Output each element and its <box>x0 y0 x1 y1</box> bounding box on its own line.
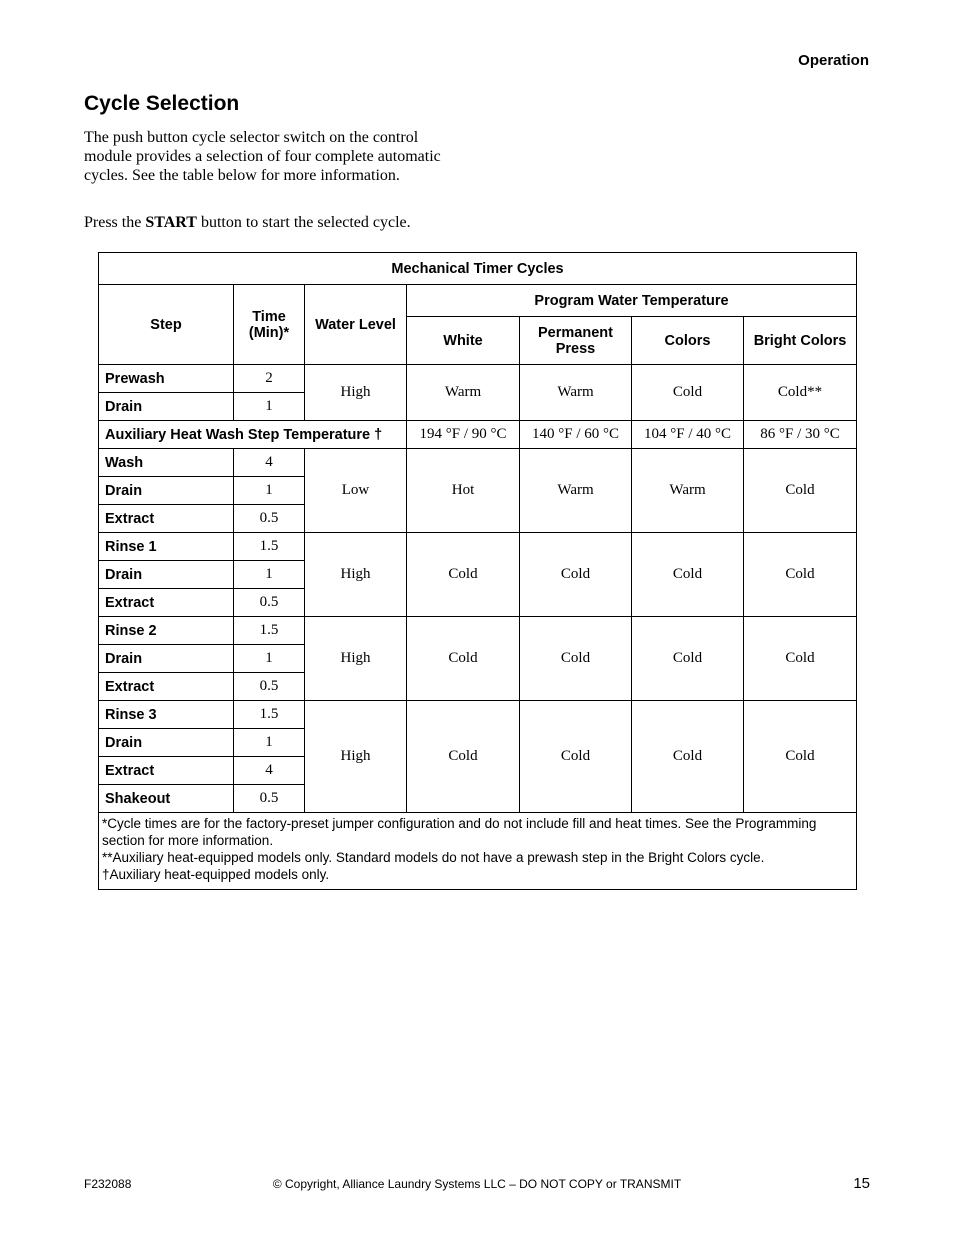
auxiliary-heat-row <box>99 421 857 449</box>
step-name: Extract <box>99 673 234 701</box>
bright-colors-temp-cell: Cold <box>744 701 857 813</box>
header-colors: Colors <box>632 317 744 365</box>
page-title: Cycle Selection <box>84 92 240 115</box>
step-time: 1 <box>234 477 305 505</box>
colors-temp-cell: Cold <box>632 617 744 701</box>
step-time: 4 <box>234 449 305 477</box>
notes-row <box>99 813 857 890</box>
permanent-press-temp-cell: Cold <box>520 617 632 701</box>
bright-colors-aux-temp: 86 °F / 30 °C <box>744 421 857 449</box>
page-number: 15 <box>853 1175 870 1192</box>
bright-colors-temp-cell: Cold** <box>744 365 857 421</box>
step-name: Drain <box>99 561 234 589</box>
bright-colors-temp-cell: Cold <box>744 449 857 533</box>
permanent-press-temp-cell: Warm <box>520 449 632 533</box>
header-time: Time (Min)* <box>234 285 305 365</box>
table-row <box>99 701 857 729</box>
step-name: Rinse 1 <box>99 533 234 561</box>
step-name: Extract <box>99 589 234 617</box>
water-level-cell: High <box>305 617 407 701</box>
table-row <box>99 365 857 393</box>
auxiliary-heat-label: Auxiliary Heat Wash Step Temperature † <box>99 421 407 449</box>
header-bright-colors: Bright Colors <box>744 317 857 365</box>
step-name: Wash <box>99 449 234 477</box>
step-time: 0.5 <box>234 673 305 701</box>
header-program-water-temperature: Program Water Temperature <box>407 285 857 317</box>
table-title-row <box>99 253 857 285</box>
mechanical-timer-cycles-table <box>98 252 857 890</box>
white-temp-cell: Cold <box>407 533 520 617</box>
bright-colors-temp-cell: Cold <box>744 533 857 617</box>
section-label: Operation <box>798 52 869 69</box>
permanent-press-temp-cell: Cold <box>520 701 632 813</box>
permanent-press-temp-cell: Cold <box>520 533 632 617</box>
step-time: 0.5 <box>234 589 305 617</box>
start-instruction <box>84 213 411 232</box>
note-auxiliary-prewash: **Auxiliary heat-equipped models only. Standard models do not have a prewash step in the Bright Colors cycle. <box>102 850 765 865</box>
header-water-level: Water Level <box>305 285 407 365</box>
white-temp-cell: Cold <box>407 701 520 813</box>
step-time: 1.5 <box>234 617 305 645</box>
water-level-cell: Low <box>305 449 407 533</box>
step-name: Drain <box>99 729 234 757</box>
note-auxiliary-only: †Auxiliary heat-equipped models only. <box>102 867 330 882</box>
copyright-notice: © Copyright, Alliance Laundry Systems LLC – DO NOT COPY or TRANSMIT <box>272 1177 682 1191</box>
step-name: Shakeout <box>99 785 234 813</box>
step-time: 1 <box>234 561 305 589</box>
note-cycle-times: *Cycle times are for the factory-preset jumper configuration and do not include fill and heat times. See the Programming section for more information. <box>102 816 817 848</box>
header-row-1 <box>99 285 857 317</box>
step-time: 1 <box>234 645 305 673</box>
colors-temp-cell: Cold <box>632 533 744 617</box>
step-name: Drain <box>99 645 234 673</box>
intro-paragraph: The push button cycle selector switch on the control module provides a selection of four complete automatic cycles. See the table below for more information. <box>84 129 441 184</box>
table-row <box>99 617 857 645</box>
step-time: 0.5 <box>234 785 305 813</box>
water-level-cell: High <box>305 365 407 421</box>
table-title: Mechanical Timer Cycles <box>99 253 857 285</box>
step-time: 1 <box>234 393 305 421</box>
step-name: Extract <box>99 505 234 533</box>
step-time: 1 <box>234 729 305 757</box>
colors-aux-temp: 104 °F / 40 °C <box>632 421 744 449</box>
colors-temp-cell: Cold <box>632 365 744 421</box>
table-row <box>99 533 857 561</box>
colors-temp-cell: Cold <box>632 701 744 813</box>
white-temp-cell: Cold <box>407 617 520 701</box>
header-permanent-press: Permanent Press <box>520 317 632 365</box>
step-time: 2 <box>234 365 305 393</box>
permanent-press-aux-temp: 140 °F / 60 °C <box>520 421 632 449</box>
white-temp-cell: Hot <box>407 449 520 533</box>
start-instruction-prefix: Press the <box>84 214 146 231</box>
header-step: Step <box>99 285 234 365</box>
step-time: 1.5 <box>234 533 305 561</box>
header-white: White <box>407 317 520 365</box>
start-button-name: START <box>145 214 197 231</box>
water-level-cell: High <box>305 701 407 813</box>
white-temp-cell: Warm <box>407 365 520 421</box>
table-notes <box>99 813 857 890</box>
table-row <box>99 449 857 477</box>
document-code: F232088 <box>84 1177 132 1191</box>
step-name: Rinse 3 <box>99 701 234 729</box>
step-name: Drain <box>99 393 234 421</box>
step-time: 0.5 <box>234 505 305 533</box>
step-name: Rinse 2 <box>99 617 234 645</box>
white-aux-temp: 194 °F / 90 °C <box>407 421 520 449</box>
step-time: 4 <box>234 757 305 785</box>
start-instruction-suffix: button to start the selected cycle. <box>196 214 411 231</box>
step-name: Extract <box>99 757 234 785</box>
step-name: Prewash <box>99 365 234 393</box>
step-name: Drain <box>99 477 234 505</box>
permanent-press-temp-cell: Warm <box>520 365 632 421</box>
step-time: 1.5 <box>234 701 305 729</box>
water-level-cell: High <box>305 533 407 617</box>
colors-temp-cell: Warm <box>632 449 744 533</box>
bright-colors-temp-cell: Cold <box>744 617 857 701</box>
